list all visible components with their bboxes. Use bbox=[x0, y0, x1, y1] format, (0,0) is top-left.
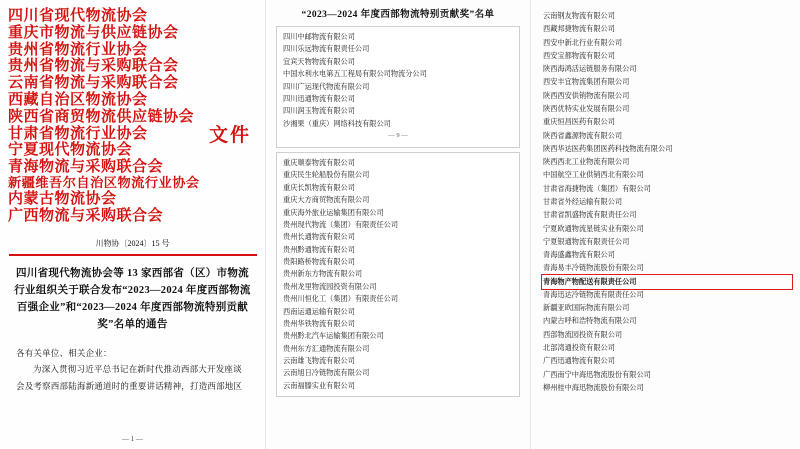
list-item: 陕西省鑫源物流有限公司 bbox=[543, 131, 623, 140]
association-line: 青海物流与采购联合会 bbox=[8, 159, 164, 176]
list-item: 西部物流园投资有限公司 bbox=[543, 330, 623, 339]
highlighted-list-item: 青海物产物配送有限责任公司 bbox=[543, 277, 637, 286]
list-item: 青海易丰冷链物流股份有限公司 bbox=[543, 264, 644, 273]
list-item: 云南福滕实业有限公司 bbox=[283, 381, 355, 390]
association-line: 甘肃省物流行业协会 bbox=[8, 125, 148, 142]
list-item: 重庆顺泰物流有限公司 bbox=[283, 159, 355, 167]
list-item: 宁夏银通物流有限责任公司 bbox=[543, 237, 630, 246]
left-document-panel bbox=[0, 0, 266, 449]
list-item: 贵州长通物流有限公司 bbox=[283, 233, 355, 242]
award-list-group-3 bbox=[543, 10, 790, 395]
list-item: 贵州川恒化工（集团）有限责任公司 bbox=[283, 295, 399, 304]
award-list-title: “2023—2024 年度西部物流特别贡献奖”名单 bbox=[301, 10, 495, 20]
document-mark: 文件 bbox=[208, 125, 251, 146]
list-item: 四川广运现代物流有限公司 bbox=[283, 82, 370, 91]
list-item: 新疆亚欧国际物流有限公司 bbox=[543, 304, 630, 313]
list-item: 四川乐远物流有限责任公司 bbox=[283, 45, 370, 54]
list-item: 贵州东方汇通物流有限公司 bbox=[283, 344, 370, 353]
list-item: 西藏邦捷物流有限公司 bbox=[543, 25, 615, 34]
body-paragraph: 为深入贯彻习近平总书记在新时代推动西部大开发座谈会及考察西部陆海新通道时的重要讲话精神，打造西部地区 bbox=[16, 364, 243, 391]
list-item: 云南钢友物流有限公司 bbox=[543, 12, 615, 20]
association-line: 四川省现代物流协会 bbox=[8, 8, 148, 24]
list-item: 四川迅通物流有限公司 bbox=[283, 94, 355, 103]
middle-page-label: — 9 — bbox=[388, 132, 408, 139]
association-line: 贵州省物流行业协会 bbox=[8, 41, 148, 58]
list-item: 四川润玉物流有限公司 bbox=[283, 107, 355, 116]
list-item: 陕西华达医药集团医药科技物流有限公司 bbox=[543, 144, 673, 153]
list-item: 贵州现代物流（集团）有限责任公司 bbox=[283, 220, 399, 229]
document-title: 四川省现代物流协会等 13 家西部省（区）市物流行业组织关于联合发布“2023—2024 年度西部物流百强企业”和“2023—2024 年度西部物流特别贡献奖”名单的通告 bbox=[14, 268, 251, 331]
document-body bbox=[16, 345, 249, 393]
list-item: 甘肃省外经运输有限公司 bbox=[543, 197, 623, 206]
list-item: 贵州新东方物流有限公司 bbox=[283, 270, 363, 279]
list-item: 重庆长凯物流有限公司 bbox=[283, 183, 355, 192]
list-item: 青海迅达冷链物流有限责任公司 bbox=[543, 290, 644, 299]
association-line: 陕西省商贸物流供应链协会 bbox=[8, 108, 195, 125]
association-line: 重庆市物流与供应链协会 bbox=[8, 24, 179, 41]
list-item: 陕西优特实业发展有限公司 bbox=[543, 104, 630, 113]
list-item: 贵阳路桥物流有限公司 bbox=[283, 258, 355, 266]
award-list-group-2 bbox=[276, 152, 520, 397]
list-item: 陕西西北工业物流有限公司 bbox=[543, 158, 630, 167]
list-item: 重庆民生轮船股份有限公司 bbox=[283, 171, 370, 180]
document-number: 川物协〔2024〕15 号 bbox=[95, 239, 170, 249]
list-item: 中国航空工业供销西北有限公司 bbox=[543, 171, 644, 180]
list-item: 四川中邮物流有限公司 bbox=[283, 33, 355, 41]
list-item: 陕西西安供销物流有限公司 bbox=[543, 91, 630, 100]
list-item: 西安中新北行业有限公司 bbox=[543, 38, 623, 47]
association-line: 宁夏现代物流协会 bbox=[8, 142, 133, 159]
list-item: 云南旭日冷链物流有限公司 bbox=[283, 369, 370, 378]
list-item: 贵州黔北汽车运输集团有限公司 bbox=[283, 332, 384, 341]
association-line: 新疆维吾尔自治区物流行业协会 bbox=[8, 174, 200, 190]
issuing-associations-header bbox=[8, 8, 257, 224]
right-document-panel bbox=[531, 0, 800, 449]
list-item: 贵州龙里物流园投资有限公司 bbox=[283, 282, 377, 291]
association-line: 内蒙古物流协会 bbox=[8, 190, 117, 207]
middle-document-panel bbox=[266, 0, 531, 449]
list-item: 内蒙古呼和浩特物流有限公司 bbox=[543, 317, 637, 326]
association-line: 云南省物流与采购联合会 bbox=[8, 75, 179, 92]
list-item: 甘肃省海捷物流（集团）有限公司 bbox=[543, 184, 651, 193]
association-line: 广西物流与采购联合会 bbox=[8, 207, 164, 224]
list-item: 重庆海外旅业运输集团有限公司 bbox=[283, 208, 384, 217]
salutation: 各有关单位、相关企业： bbox=[16, 348, 112, 359]
list-item: 贵州华铁物流有限公司 bbox=[283, 319, 355, 328]
list-item: 沙湘果（重庆）网络科技有限公司 bbox=[283, 119, 391, 128]
list-item: 云南雄飞物流有限公司 bbox=[283, 357, 355, 365]
list-item: 青海盛鑫物流有限公司 bbox=[543, 251, 615, 260]
list-item: 北部湾通投资有限公司 bbox=[543, 344, 615, 353]
award-list-group-1 bbox=[276, 26, 520, 148]
red-divider-rule bbox=[9, 254, 257, 256]
association-line: 贵州省物流与采购联合会 bbox=[8, 58, 179, 75]
left-page-label: — 1 — bbox=[122, 435, 143, 443]
list-item: 西南运通运输有限公司 bbox=[283, 307, 355, 316]
association-line: 西藏自治区物流协会 bbox=[8, 91, 148, 108]
list-item: 甘肃省凯盛物流有限责任公司 bbox=[543, 211, 637, 220]
list-item: 西安宝都物流有限公司 bbox=[543, 51, 615, 60]
list-item: 广西迅通物流有限公司 bbox=[543, 357, 615, 366]
list-item: 重庆恒昌医药有限公司 bbox=[543, 118, 615, 127]
list-item: 西安丰宜物流集团有限公司 bbox=[543, 78, 630, 87]
list-item: 陕西海鸿活运链服务有限公司 bbox=[543, 65, 637, 74]
list-item: 宁夏欧通物流星链实业有限公司 bbox=[543, 224, 644, 233]
list-item: 贵州黔通物流有限公司 bbox=[283, 245, 355, 254]
list-item: 重庆大方商贸物流有限公司 bbox=[283, 196, 370, 205]
list-item: 宜宾天物物流有限公司 bbox=[283, 57, 355, 66]
list-item: 中国水利水电第五工程局有限公司物流分公司 bbox=[283, 70, 427, 79]
list-item: 广西南宁中海迅物流股份有限公司 bbox=[543, 370, 651, 379]
list-item: 柳州桂中海迅物流股份有限公司 bbox=[543, 383, 644, 392]
